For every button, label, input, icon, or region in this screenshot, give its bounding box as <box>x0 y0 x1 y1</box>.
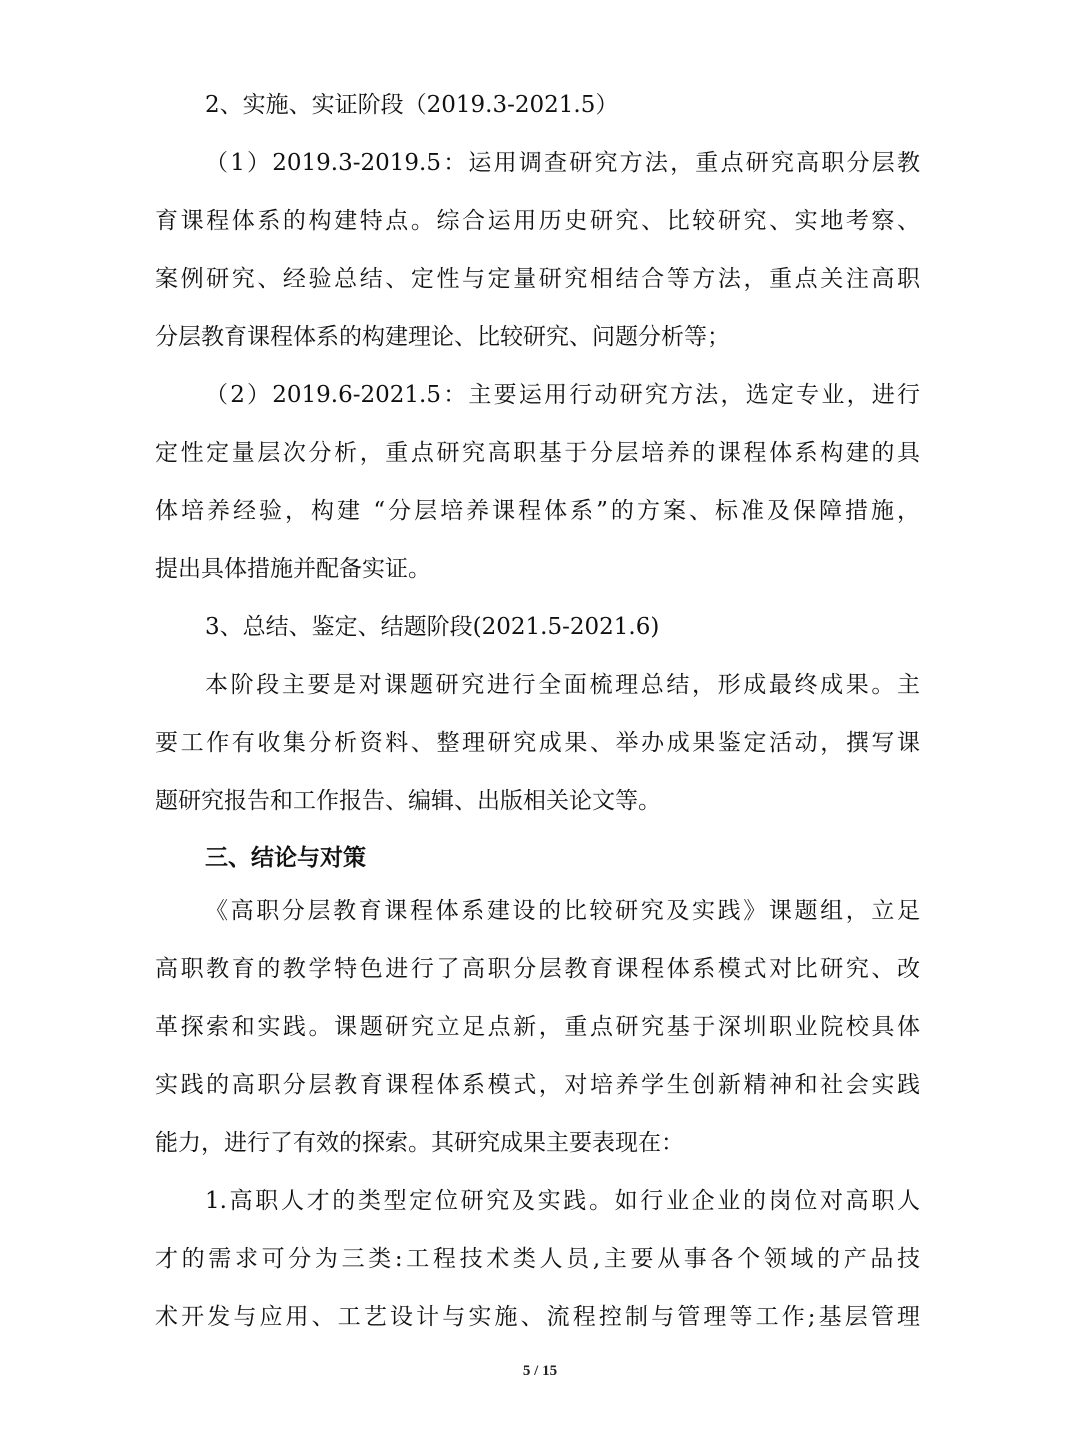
paragraph-line: （2）2019.6-2021.5：主要运用行动研究方法，选定专业，进行 <box>205 382 920 408</box>
paragraph-line: 育课程体系的构建特点。综合运用历史研究、比较研究、实地考察、 <box>155 208 920 234</box>
paragraph-line: 案例研究、经验总结、定性与定量研究相结合等方法，重点关注高职 <box>155 266 920 292</box>
section-subheading: 3、总结、鉴定、结题阶段(2021.5-2021.6) <box>205 614 660 640</box>
paragraph-line: 才的需求可分为三类:工程技术类人员,主要从事各个领域的产品技 <box>155 1246 920 1272</box>
paragraph-line: 1.高职人才的类型定位研究及实践。如行业企业的岗位对高职人 <box>205 1188 920 1214</box>
paragraph-line: 实践的高职分层教育课程体系模式，对培养学生创新精神和社会实践 <box>155 1072 920 1098</box>
paragraph-line: 革探索和实践。课题研究立足点新，重点研究基于深圳职业院校具体 <box>155 1014 920 1040</box>
paragraph-line: 高职教育的教学特色进行了高职分层教育课程体系模式对比研究、改 <box>155 956 920 982</box>
paragraph-line: 定性定量层次分析，重点研究高职基于分层培养的课程体系构建的具 <box>155 440 920 466</box>
page-number: 5 / 15 <box>522 1363 558 1379</box>
paragraph-line: （1）2019.3-2019.5：运用调查研究方法，重点研究高职分层教 <box>205 150 920 176</box>
paragraph-line: 分层教育课程体系的构建理论、比较研究、问题分析等； <box>155 324 730 350</box>
section-subheading: 2、实施、实证阶段（2019.3-2021.5） <box>205 92 619 118</box>
paragraph-line: 体培养经验，构建 “分层培养课程体系”的方案、标准及保障措施， <box>155 498 920 524</box>
section-heading: 三、结论与对策 <box>205 844 366 871</box>
paragraph-line: 能力，进行了有效的探索。其研究成果主要表现在： <box>155 1130 684 1156</box>
paragraph-line: 要工作有收集分析资料、整理研究成果、举办成果鉴定活动，撰写课 <box>155 730 920 756</box>
document-body <box>155 76 920 1346</box>
paragraph-line: 本阶段主要是对课题研究进行全面梳理总结，形成最终成果。主 <box>205 672 920 698</box>
paragraph-line: 题研究报告和工作报告、编辑、出版相关论文等。 <box>155 788 661 814</box>
paragraph-line: 提出具体措施并配备实证。 <box>155 556 431 582</box>
paragraph-line: 术开发与应用、工艺设计与实施、流程控制与管理等工作;基层管理 <box>155 1304 920 1330</box>
paragraph-line: 《高职分层教育课程体系建设的比较研究及实践》课题组，立足 <box>205 898 920 924</box>
